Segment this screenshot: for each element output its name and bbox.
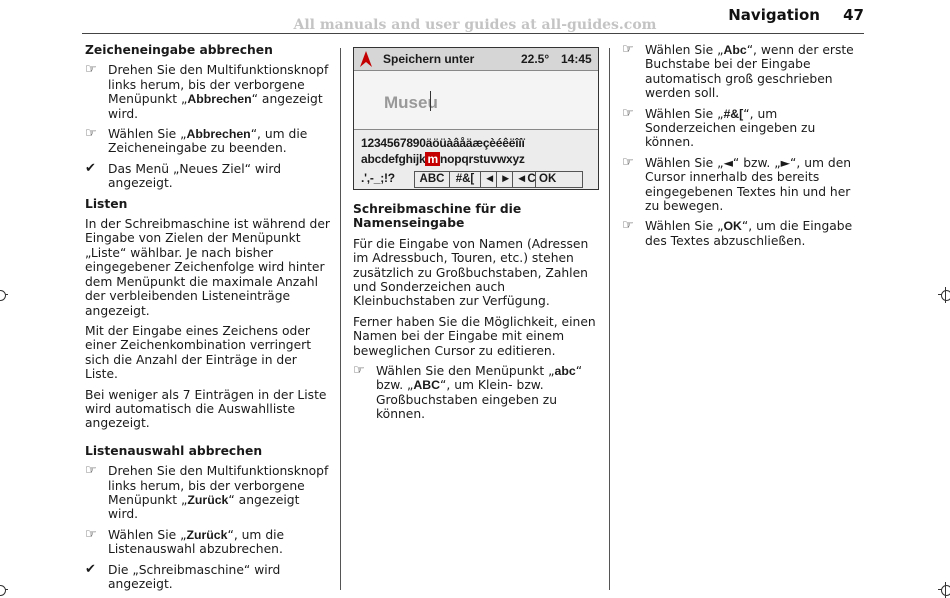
- screen-button-delete: ◄C: [513, 172, 536, 187]
- instruction-item: ☞ Wählen Sie „OK“, um die Eingabe des Textes abzuschließen.: [622, 218, 853, 248]
- column-3: [622, 43, 867, 254]
- section-heading: Zeicheneingabe abbrechen: [85, 43, 273, 57]
- column-divider-left: [340, 48, 341, 590]
- section-heading: Listen: [85, 196, 128, 211]
- screen-input-field: [354, 71, 598, 130]
- instruction-item: ☞ Wählen Sie „Zurück“, um die Listenauswahl abzubrechen.: [85, 526, 285, 557]
- instruction-item: ☞ Wählen Sie „Abc“, wenn der erste Buchstabe bei der Eingabe automatisch groß geschrieben werden soll.: [622, 42, 854, 101]
- hand-pointer-icon: ☞: [85, 62, 97, 78]
- watermark: All manuals and user guides at all-guides.com: [293, 17, 657, 33]
- screen-button-cursor-left: ◄: [481, 172, 497, 187]
- instruction-item: ☞ Drehen Sie den Multifunktionsknopf links herum, bis der verborgene Menüpunkt „Zurück“ angezeigt wird.: [85, 463, 329, 522]
- section-heading: Schreibmaschine für die Namenseingabe: [353, 202, 522, 231]
- column-2: [353, 202, 598, 428]
- screen-button-special-chars: #&[: [450, 172, 481, 187]
- instruction-item: ☞ Wählen Sie „#&[“, um Sonderzeichen eingeben zu können.: [622, 105, 816, 150]
- selected-character: m: [427, 152, 438, 166]
- hand-pointer-icon: ☞: [85, 126, 97, 142]
- column-1: [85, 43, 330, 597]
- instruction-item: ☞ Wählen Sie „◄“ bzw. „►“, um den Cursor innerhalb des bereits eingegebenen Textes hin und her zu bewegen.: [622, 154, 852, 214]
- character-row-2: abcdefghijk m nopqrstuvwxyz: [361, 152, 525, 166]
- hand-pointer-icon: ☞: [353, 363, 365, 379]
- registration-mark-icon: [0, 582, 8, 598]
- screen-clock: 14:45: [561, 52, 592, 66]
- screen-temperature: 22.5°: [521, 52, 550, 66]
- hand-pointer-icon: ☞: [622, 154, 634, 170]
- checkmark-icon: ✔: [85, 160, 96, 176]
- navigation-arrow-icon: [360, 51, 372, 67]
- screen-button-bar: [414, 171, 583, 188]
- result-item: ✔ Das Menü „Neues Ziel“ wird angezeigt.: [85, 160, 282, 191]
- character-row-1: 1234567890äöüàâåäæçèéêëîíï: [361, 136, 525, 150]
- hand-pointer-icon: ☞: [622, 218, 634, 234]
- screen-button-ok: OK: [539, 173, 557, 185]
- hand-pointer-icon: ☞: [622, 105, 634, 121]
- screen-button-cursor-right: ►: [497, 172, 513, 187]
- registration-mark-icon: [0, 287, 8, 303]
- hand-pointer-icon: ☞: [85, 463, 97, 479]
- hand-pointer-icon: ☞: [622, 42, 634, 57]
- instruction-item: ☞ Wählen Sie den Menüpunkt „abc“ bzw. „ABC“, um Klein- bzw. Großbuchstaben eingeben zu können.: [353, 363, 583, 422]
- page-number: 47: [843, 6, 864, 24]
- paragraph: Ferner haben Sie die Möglichkeit, einen Namen bei der Eingabe mit einem beweglichen Cursor zu editieren.: [353, 314, 596, 358]
- hand-pointer-icon: ☞: [85, 526, 97, 542]
- screen-title-bar: [354, 48, 598, 71]
- registration-mark-icon: [938, 287, 950, 303]
- paragraph: In der Schreibmaschine ist während der Eingabe von Zielen der Menüpunkt „Liste“ wählbar. Je nach bisher eingegebener Zeichenfolge wird hinter dem Menüpunkt die maximale Anzahl der verbleibenden Listeneinträge angezeigt.: [85, 217, 330, 318]
- navigation-screen-illustration: [353, 47, 599, 190]
- paragraph: Bei weniger als 7 Einträgen in der Liste wird automatisch die Auswahlliste angezeigt.: [85, 387, 327, 431]
- character-row-3: .',-_;!?: [361, 171, 395, 185]
- instruction-item: ☞ Drehen Sie den Multifunktionsknopf links herum, bis der verborgene Menüpunkt „Abbrechen“ angezeigt wird.: [85, 62, 329, 121]
- registration-mark-icon: [938, 582, 950, 598]
- screen-title: Speichern unter: [383, 52, 475, 66]
- text-cursor: [430, 91, 431, 111]
- page-header-title: Navigation: [728, 6, 820, 24]
- checkmark-icon: ✔: [85, 561, 96, 577]
- header-rule: [82, 33, 864, 34]
- paragraph: Für die Eingabe von Namen (Adressen im Adressbuch, Touren, etc.) stehen zusätzlich zu Großbuchstaben, Zahlen und Sonderzeichen auch Kleinbuchstaben zur Verfügung.: [353, 236, 589, 309]
- paragraph: Mit der Eingabe eines Zeichens oder einer Zeichenkombination verringert sich die Anzahl der Einträge in der Liste.: [85, 323, 312, 382]
- screen-input-text: Museu: [384, 93, 438, 112]
- screen-button-abc: ABC: [415, 172, 450, 187]
- column-divider-right: [609, 48, 610, 590]
- section-heading: Listenauswahl abbrechen: [85, 443, 263, 458]
- instruction-item: ☞ Wählen Sie „Abbrechen“, um die Zeicheneingabe zu beenden.: [85, 126, 308, 156]
- result-item: ✔ Die „Schreibmaschine“ wird angezeigt.: [85, 561, 281, 591]
